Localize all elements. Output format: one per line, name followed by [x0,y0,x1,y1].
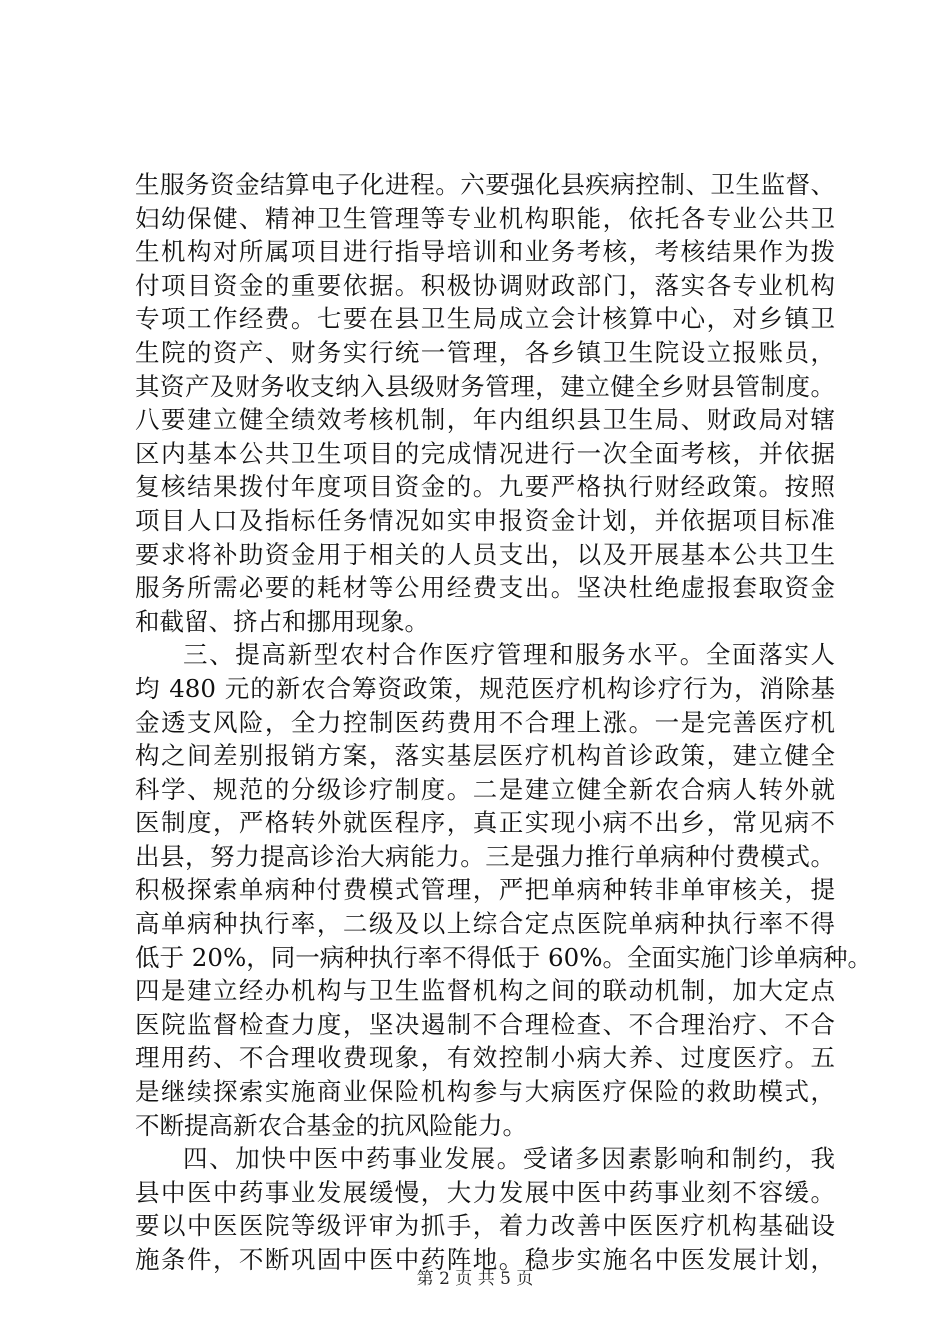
text-line: 服务所需必要的耗材等公用经费支出。坚决杜绝虚报套取资金 [135,573,835,603]
text-line: 施条件，不断巩固中医中药阵地。稳步实施名中医发展计划， [135,1245,835,1274]
text-line: 科学、规范的分级诊疗制度。二是建立健全新农合病人转外就 [135,774,835,804]
text-line: 出县，努力提高诊治大病能力。三是强力推行单病种付费模式。 [135,841,835,871]
text-line: 要以中医医院等级评审为抓手，着力改善中医医疗机构基础设 [135,1211,835,1241]
text-line: 其资产及财务收支纳入县级财务管理，建立健全乡财县管制度。 [135,371,835,401]
text-line: 均 480 元的新农合筹资政策，规范医疗机构诊疗行为，消除基 [135,673,835,703]
text-line: 生院的资产、财务实行统一管理，各乡镇卫生院设立报账员， [135,337,835,367]
text-line: 专项工作经费。七要在县卫生局成立会计核算中心，对乡镇卫 [135,304,835,334]
text-line: 四是建立经办机构与卫生监督机构之间的联动机制，加大定点 [135,976,835,1006]
text-line: 付项目资金的重要依据。积极协调财政部门，落实各专业机构 [135,270,835,300]
text-line: 医院监督检查力度，坚决遏制不合理检查、不合理治疗、不合 [135,1009,835,1039]
text-line: 构之间差别报销方案，落实基层医疗机构首诊政策，建立健全 [135,741,835,771]
text-line: 复核结果拨付年度项目资金的。九要严格执行财经政策。按照 [135,472,835,502]
text-line: 县中医中药事业发展缓慢，大力发展中医中药事业刻不容缓。 [135,1177,835,1207]
text-line: 项目人口及指标任务情况如实申报资金计划，并依据项目标准 [135,505,835,535]
text-line: 低于 20%，同一病种执行率不得低于 60%。全面实施门诊单病种。 [135,942,872,972]
text-line: 理用药、不合理收费现象，有效控制小病大养、过度医疗。五 [135,1043,835,1073]
text-line: 高单病种执行率，二级及以上综合定点医院单病种执行率不得 [135,909,835,939]
text-line: 三、提高新型农村合作医疗管理和服务水平。全面落实人 [183,640,835,670]
document-body [135,168,872,1277]
text-line: 生机构对所属项目进行指导培训和业务考核，考核结果作为拨 [135,237,835,267]
text-line: 区内基本公共卫生项目的完成情况进行一次全面考核，并依据 [135,438,835,468]
text-line: 不断提高新农合基金的抗风险能力。 [135,1110,527,1140]
text-line: 四、加快中医中药事业发展。受诸多因素影响和制约，我 [183,1144,835,1174]
text-line: 医制度，严格转外就医程序，真正实现小病不出乡，常见病不 [135,808,835,838]
text-line: 生服务资金结算电子化进程。六要强化县疾病控制、卫生监督、 [135,170,835,199]
text-line: 和截留、挤占和挪用现象。 [135,606,429,636]
text-line: 妇幼保健、精神卫生管理等专业机构职能，依托各专业公共卫 [135,203,835,233]
text-line: 金透支风险，全力控制医药费用不合理上涨。一是完善医疗机 [135,707,835,737]
text-line: 积极探索单病种付费模式管理，严把单病种转非单审核关，提 [135,875,835,905]
text-line: 要求将补助资金用于相关的人员支出，以及开展基本公共卫生 [135,539,835,569]
page-footer: 第 2 页 共 5 页 [416,1269,534,1289]
text-line: 是继续探索实施商业保险机构参与大病医疗保险的救助模式， [135,1077,835,1107]
text-line: 八要建立健全绩效考核机制，年内组织县卫生局、财政局对辖 [135,405,835,435]
